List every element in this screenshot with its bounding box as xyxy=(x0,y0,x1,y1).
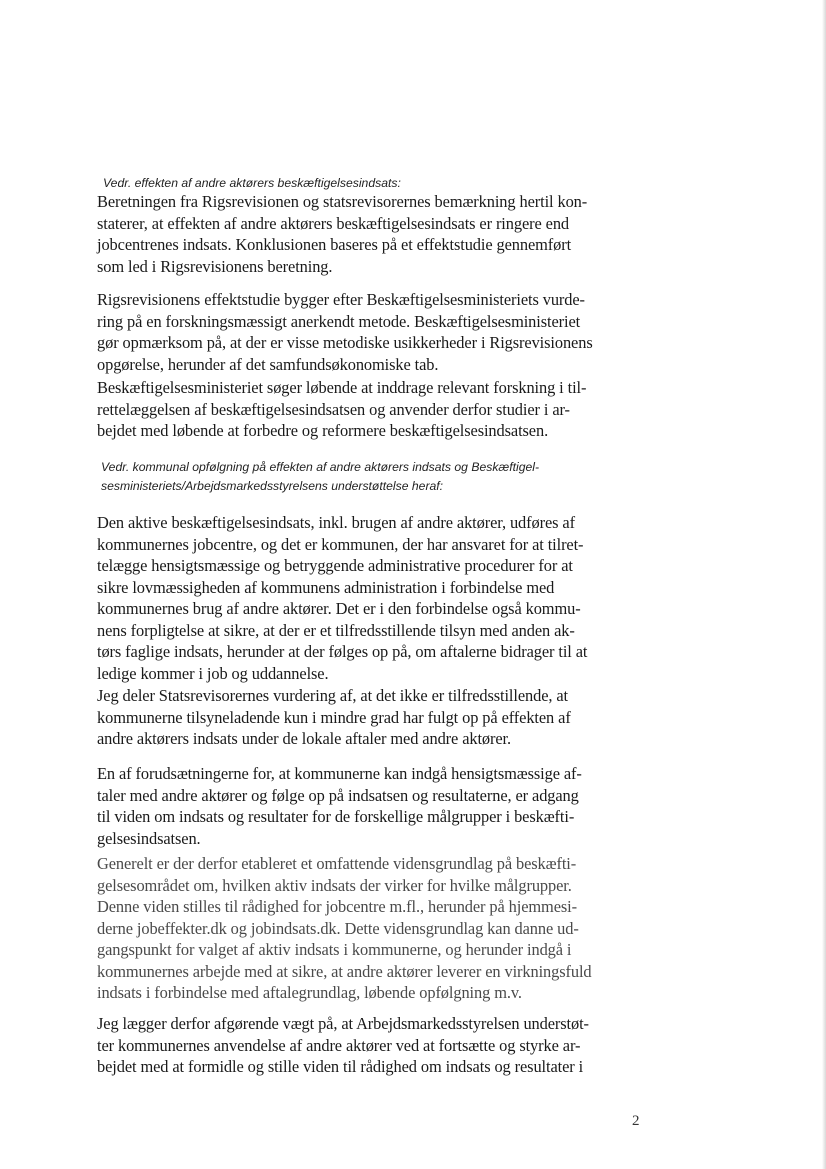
section-heading-effect: Vedr. effekten af andre aktørers beskæftigelsesindsats: xyxy=(103,176,401,190)
page-number: 2 xyxy=(632,1113,640,1129)
text-line: rettelæggelsen af beskæftigelsesindsatsen og anvender derfor studier i ar- xyxy=(97,399,570,419)
text-line: Rigsrevisionens effektstudie bygger efter Beskæftigelsesministeriets vurde- xyxy=(97,290,585,309)
text-line: Beskæftigelsesministeriet søger løbende at inddrage relevant forskning i til- xyxy=(97,378,587,397)
scan-edge-shadow xyxy=(822,0,826,1169)
text-line: bejdet med løbende at forbedre og reformere beskæftigelsesindsatsen. xyxy=(97,421,549,440)
text-line: Denne viden stilles til rådighed for jobcentre m.fl., herunder på hjemmesi- xyxy=(97,897,577,916)
text-line: derne jobeffekter.dk og jobindsats.dk. Dette vidensgrundlag kan danne ud- xyxy=(97,918,579,938)
text-line: tørs faglige indsats, herunder at der følges op på, om aftalerne bidrager til at xyxy=(97,642,588,661)
text-line: til viden om indsats og resultater for de forskellige målgrupper i beskæfti- xyxy=(97,807,575,826)
text-line: En af forudsætningerne for, at kommunerne kan indgå hensigtsmæssige af- xyxy=(97,764,582,783)
text-line: ring på en forskningsmæssigt anerkendt metode. Beskæftigelsesministeriet xyxy=(97,311,581,331)
text-line: Beretningen fra Rigsrevisionen og statsrevisorernes bemærkning hertil kon- xyxy=(97,192,588,211)
text-line: ter kommunernes anvendelse af andre aktører ved at fortsætte og styrke ar- xyxy=(97,1035,581,1055)
paragraph-2 xyxy=(97,289,637,375)
paragraph-7 xyxy=(97,853,637,1004)
paragraph-8 xyxy=(97,1013,637,1078)
text-line: telægge hensigtsmæssige og betryggende administrative procedurer for at xyxy=(97,556,573,575)
text-line: kommunernes brug af andre aktører. Det er i den forbindelse også kommu- xyxy=(97,599,581,618)
text-line: Generelt er der derfor etableret et omfattende vidensgrundlag på beskæfti- xyxy=(97,854,577,873)
text-line: staterer, at effekten af andre aktørers beskæftigelsesindsats er ringere end xyxy=(97,213,570,233)
text-line: Den aktive beskæftigelsesindsats, inkl. brugen af andre aktører, udføres af xyxy=(97,513,575,532)
text-line: jobcentrenes indsats. Konklusionen baseres på et effektstudie gennemført xyxy=(97,235,572,254)
text-line: taler med andre aktører og følge op på indsatsen og resultaterne, er adgang xyxy=(97,785,579,805)
paragraph-3 xyxy=(97,377,637,442)
text-line: som led i Rigsrevisionens beretning. xyxy=(97,256,333,276)
text-line: kommunerne tilsyneladende kun i mindre grad har fulgt op på effekten af xyxy=(97,707,571,727)
text-line: indsats i forbindelse med aftalegrundlag, løbende opfølgning m.v. xyxy=(97,983,522,1002)
text-line: ledige kommer i job og uddannelse. xyxy=(97,663,329,683)
text-line: andre aktørers indsats under de lokale aftaler med andre aktører. xyxy=(97,729,512,748)
text-line: kommunernes jobcentre, og det er kommunen, der har ansvaret for at tilret- xyxy=(97,534,584,554)
text-line: kommunernes arbejde med at sikre, at andre aktører leverer en virkningsfuld xyxy=(97,961,592,981)
text-line: bejdet med at formidle og stille viden til rådighed om indsats og resultater i xyxy=(97,1057,584,1076)
paragraph-1 xyxy=(97,191,637,277)
text-line: gangspunkt for valget af aktiv indsats i kommunerne, og herunder indgå i xyxy=(97,940,572,959)
text-line: gør opmærksom på, at der er visse metodiske usikkerheder i Rigsrevisionens xyxy=(97,333,593,352)
text-line: Jeg deler Statsrevisorernes vurdering af, at det ikke er tilfredsstillende, at xyxy=(97,686,569,705)
section-heading-line: Vedr. kommunal opfølgning på effekten af andre aktørers indsats og Beskæftigel- xyxy=(101,460,540,474)
text-line: sikre lovmæssigheden af kommunens administration i forbindelse med xyxy=(97,577,555,597)
paragraph-5 xyxy=(97,685,637,750)
paragraph-4 xyxy=(97,512,637,684)
text-line: opgørelse, herunder af det samfundsøkonomiske tab. xyxy=(97,354,439,374)
text-line: Jeg lægger derfor afgørende vægt på, at Arbejdsmarkedsstyrelsen understøt- xyxy=(97,1014,589,1033)
section-heading-line: sesministeriets/Arbejdsmarkedsstyrelsens understøttelse heraf: xyxy=(101,479,444,493)
paragraph-6 xyxy=(97,763,637,849)
text-line: gelsesområdet om, hvilken aktiv indsats der virker for hvilke målgrupper. xyxy=(97,875,572,895)
text-line: nens forpligtelse at sikre, at der er et tilfredsstillende tilsyn med anden ak- xyxy=(97,620,575,640)
text-line: gelsesindsatsen. xyxy=(97,828,201,848)
